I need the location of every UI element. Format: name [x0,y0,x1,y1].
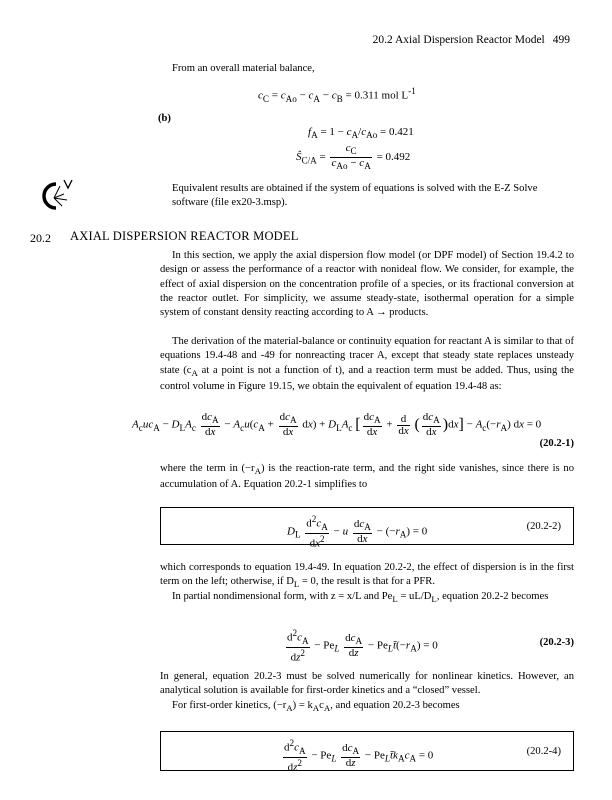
paragraph-6: In general, equation 20.2-3 must be solved numerically for nonlinear kinetics. However, an analytical solution is available for first-order kinetics and a “closed” vessel. [160,671,574,697]
equation-label-20-2-4: (20.2-4) [526,746,561,757]
paragraph-4: which corresponds to equation 19.4-49. In equation 20.2-2, the effect of dispersion is in the first term on the left; otherwise, if $D_L = 0$, the result is that for a PFR. [160,562,574,590]
equation-cc: $c_C = c_{Ao} - c_A - c_B = 0.311$ mol $L^{-1}$ [258,86,416,104]
cc-value: = 0.311 mol L [345,89,409,102]
equation-label-20-2-1: (20.2-1) [539,438,574,449]
equivalent-results-text: Equivalent results are obtained if the system of equations is solved with the E-Z Solve software (file ex20-3.msp). [172,183,538,209]
equation-20-2-1: $A_cuc_A - D_LA_c$ $\frac{dc_A}{dx}$ − $A_cu(c_A$ + $\frac{dc_A}{dx}$ $dx) + D_LA_c$ [ $\frac{dc_A}{dx}$ + $\frac{d}{dx}$ ( $\frac{dc_A}{dx}$ )$dx] - A_c(-r_A)$ dx = 0 [132,411,542,439]
equation-20-2-2: $D_L$ $\frac{d^2c_A}{dx^2}$ − u $\frac{dc_A}{dx}$ − $(-r_A) = 0$ [287,514,428,550]
equation-label-20-2-2: (20.2-2) [526,521,561,532]
paragraph-2: The derivation of the material-balance or continuity equation for reactant A is similar to that of equations 19.4-48 and -49 for nonreacting tracer A, except that steady state replaces unsteady state ($c_A$ at a point is not a function of t), and a reaction term must be added. Thus, using the control volume in Figure 19.15, we obtain the equivalent of equation 19.4-48 as: [160,336,574,392]
equation-selectivity: $Ŝ_{C/A}$ = $\frac{c_C}{c_{Ao} - c_A}$ = 0.492 [296,142,411,172]
balance-text: From an overall material balance, [172,63,315,74]
section-title: AXIAL DISPERSION REACTOR MODEL [70,229,299,243]
equation-label-20-2-3: (20.2-3) [539,637,574,648]
ez-solve-icon [34,176,78,216]
fa-value: = 0.421 [380,126,414,138]
section-heading [30,229,51,247]
part-b-label: (b) [158,113,171,124]
paragraph-5: In partial nondimensional form, with z = x/L and $Pe_L = uL/D_L$, equation 20.2-2 becomes [172,591,549,605]
equation-box-20-2-4 [160,731,574,774]
equation-20-2-4: $\frac{d^2c_A}{dz^2}$ − $Pe_L$ $\frac{dc_A}{dz}$ − $Pe_Lt̄k_Ac_A = 0$ [284,738,434,774]
equation-fa: $f_A = 1 - c_A/c_{Ao} = 0.421$ [308,126,414,141]
running-title: 20.2 Axial Dispersion Reactor Model [372,34,545,46]
section-number: 20.2 [30,231,51,245]
paragraph-1: In this section, we apply the axial dispersion flow model (or DPF model) of Section 19.4.2 to design or assess the performance of a reactor with nonideal flow. We consider, for example, the effect of axial dispersion on the concentration profile of a species, or its fractional conversion at the reactor outlet. For simplicity, we assume steady-state, isothermal operation for a simple system of constant density reacting according to A → products. [160,250,574,319]
paragraph-7: For first-order kinetics, $(-r_A) = k_Ac_A$, and equation 20.2-3 becomes [172,700,460,714]
paragraph-3: where the term in $(-r_A)$ is the reaction-rate term, and the right side vanishes, since there is no accumulation of A. Equation 20.2-1 simplifies to [160,463,574,491]
s-value: = 0.492 [376,151,411,164]
equation-20-2-3: $\frac{d^2c_A}{dz^2}$ − $Pe_L$ $\frac{dc_A}{dz}$ − $Pe_Lt̄(-r_A) = 0$ [287,628,438,664]
running-header [373,34,570,46]
cc-exponent: -1 [408,86,416,96]
page-number: 499 [552,34,570,46]
equation-box-20-2-2 [160,507,574,550]
